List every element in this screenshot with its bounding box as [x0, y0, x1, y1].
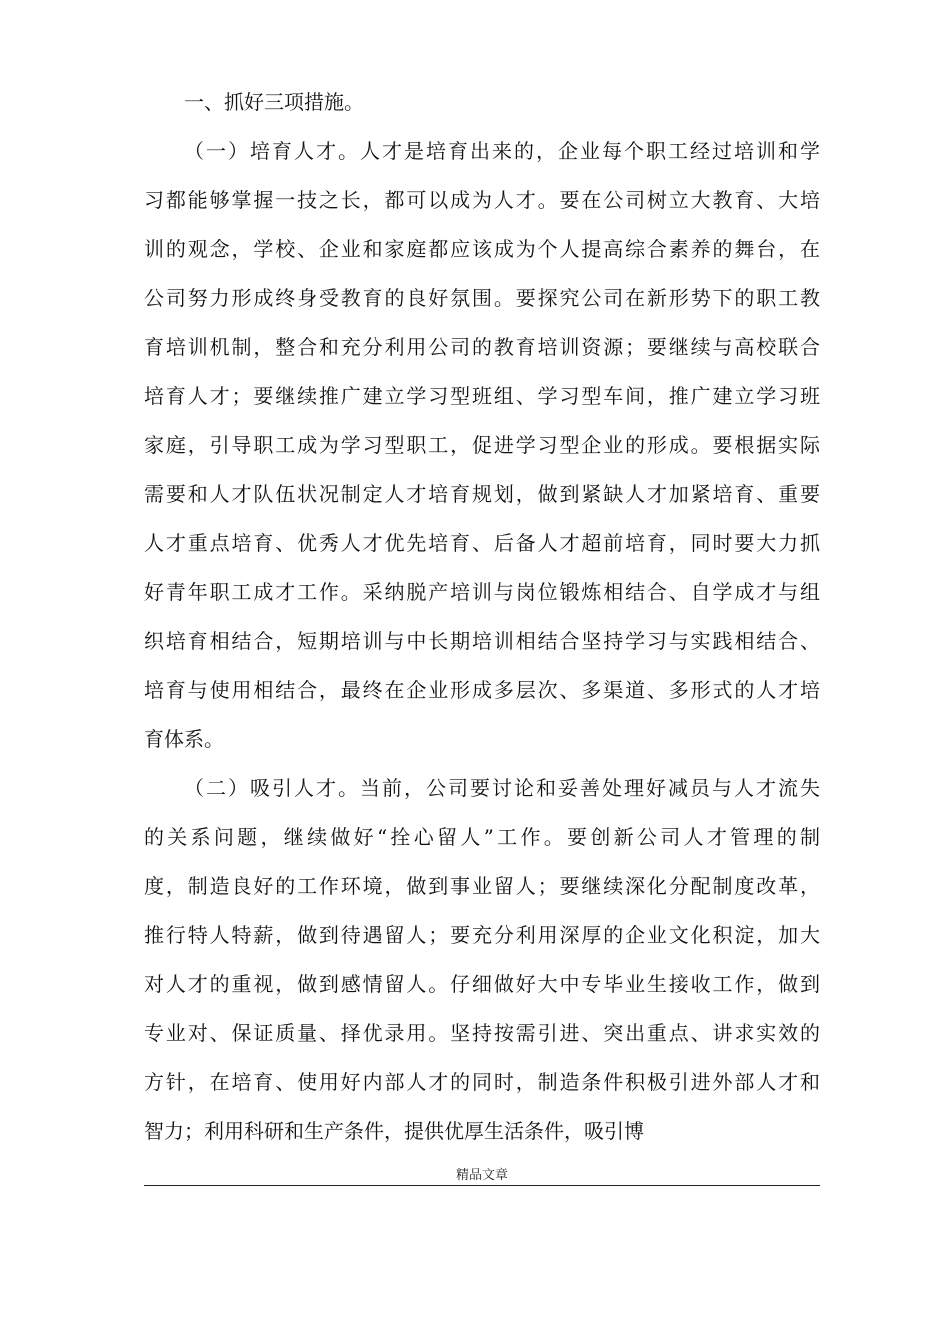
paragraph-line: 方针，在培育、使用好内部人才的同时，制造条件积极引进外部人才和: [144, 1070, 820, 1094]
paragraph-line: 习都能够掌握一技之长，都可以成为人才。要在公司树立大教育、大培: [144, 188, 820, 212]
document-body: [144, 84, 820, 1162]
footer-divider: [144, 1185, 820, 1186]
paragraph-line: 推行特人特薪，做到待遇留人；要充分利用深厚的企业文化积淀，加大: [144, 923, 820, 947]
section-heading: 一、抓好三项措施。: [184, 90, 364, 114]
paragraph-line: 训的观念，学校、企业和家庭都应该成为个人提高综合素养的舞台，在: [144, 237, 820, 261]
paragraph-line: （二）吸引人才。当前，公司要讨论和妥善处理好减员与人才流失: [184, 776, 820, 800]
paragraph-line: 的关系问题，继续做好“拴心留人”工作。要创新公司人才管理的制: [144, 825, 820, 849]
footer-label: 精品文章: [455, 1168, 508, 1183]
paragraph-line: 育体系。: [144, 727, 224, 751]
paragraph-line: 公司努力形成终身受教育的良好氛围。要探究公司在新形势下的职工教: [144, 286, 820, 310]
paragraph-line: 智力；利用科研和生产条件，提供优厚生活条件，吸引博: [144, 1119, 644, 1143]
paragraph-line: 人才重点培育、优秀人才优先培育、后备人才超前培育，同时要大力抓: [144, 531, 820, 555]
paragraph-line: （一）培育人才。人才是培育出来的，企业每个职工经过培训和学: [184, 139, 820, 163]
paragraph-line: 培育人才；要继续推广建立学习型班组、学习型车间，推广建立学习班: [144, 384, 820, 408]
paragraph-line: 好青年职工成才工作。采纳脱产培训与岗位锻炼相结合、自学成才与组: [144, 580, 820, 604]
paragraph-line: 织培育相结合，短期培训与中长期培训相结合坚持学习与实践相结合、: [144, 629, 820, 653]
paragraph-line: 需要和人才队伍状况制定人才培育规划，做到紧缺人才加紧培育、重要: [144, 482, 820, 506]
paragraph-line: 育培训机制，整合和充分利用公司的教育培训资源；要继续与高校联合: [144, 335, 820, 359]
paragraph-line: 专业对、保证质量、择优录用。坚持按需引进、突出重点、讲求实效的: [144, 1021, 820, 1045]
paragraph-line: 培育与使用相结合，最终在企业形成多层次、多渠道、多形式的人才培: [144, 678, 820, 702]
paragraph-line: 度，制造良好的工作环境，做到事业留人；要继续深化分配制度改革，: [144, 874, 820, 898]
paragraph-line: 家庭，引导职工成为学习型职工，促进学习型企业的形成。要根据实际: [144, 433, 820, 457]
paragraph-line: 对人才的重视，做到感情留人。仔细做好大中专毕业生接收工作，做到: [144, 972, 820, 996]
